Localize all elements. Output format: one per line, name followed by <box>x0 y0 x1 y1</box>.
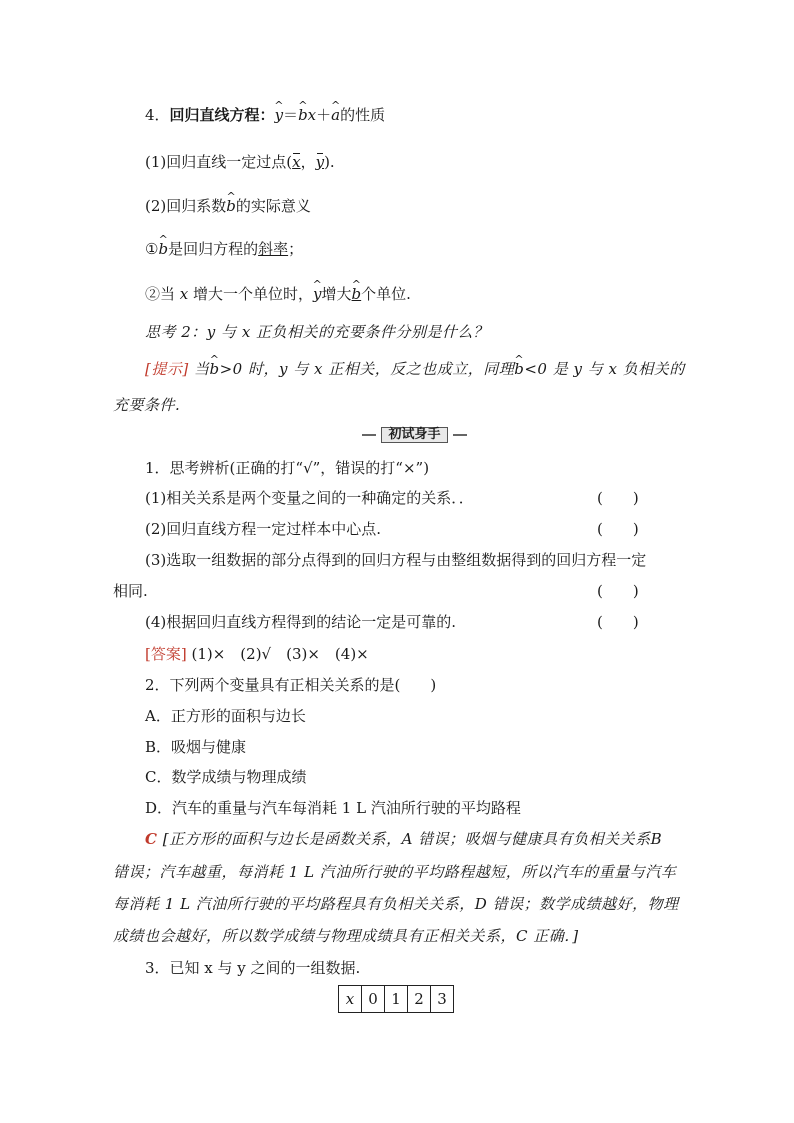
section-tail: 的性质 <box>340 106 386 124</box>
q2-option-d: D．汽车的重量与汽车每消耗 1 L 汽油所行驶的平均路程 <box>145 799 521 817</box>
circle-2-a: 当 <box>160 285 180 303</box>
section-4-heading <box>145 105 385 125</box>
q2-exp-3: 每消耗 1 L 汽油所行驶的平均路程具有负相关关系，D 错误；数学成绩越好，物理 <box>113 895 679 913</box>
hint-tag: [提示] <box>145 360 189 378</box>
circle-2-b: 增大一个单位时， <box>188 285 314 303</box>
q2-exp-1 <box>145 829 662 849</box>
table-cell: 1 <box>385 986 408 1013</box>
q1-item-2: (2)回归直线方程一定过样本中心点. <box>145 520 382 538</box>
answer-text: (1)× (2)√ (3)× (4)× <box>186 645 369 663</box>
x-var: x <box>307 106 317 124</box>
banner-label: 初试身手 <box>381 427 447 443</box>
y-hat: ^ y <box>275 105 283 125</box>
answer-blank: ( ) <box>597 489 639 507</box>
hint-line-1 <box>145 359 685 379</box>
table-cell: 2 <box>408 986 431 1013</box>
point-2-pre: (2)回归系数 <box>145 197 227 215</box>
exp-text: [正方形的面积与边长是函数关系，A 错误；吸烟与健康具有负相关关系B <box>157 830 663 848</box>
section-number: 4． <box>145 106 170 124</box>
point-1-pre: (1)回归直线一定过点( <box>145 153 293 171</box>
b-hat: ^ b <box>514 359 524 379</box>
section-banner <box>362 427 467 443</box>
answer-blank: ( ) <box>597 582 639 600</box>
hint-c: <0 是 y 与 x 负相关的 <box>524 360 685 378</box>
b-hat: ^ b <box>298 105 308 125</box>
point-1 <box>145 152 335 172</box>
q2-exp-4: 成绩也会越好，所以数学成绩与物理成绩具有正相关关系，C 正确．] <box>113 927 579 945</box>
x-var: x <box>179 285 189 303</box>
q2-option-a: A．正方形的面积与边长 <box>145 707 306 725</box>
q1-item-3-cont: 相同. <box>113 582 148 600</box>
q2-option-c: C．数学成绩与物理成绩 <box>145 768 307 786</box>
q1-item-1: (1)相关关系是两个变量之间的一种确定的关系．． <box>145 489 474 507</box>
table-cell: x <box>339 986 362 1013</box>
circle-1-mid: 是回归方程的 <box>168 240 259 258</box>
q3-title: 3．已知 x 与 y 之间的一组数据. <box>145 959 361 977</box>
x-bar: x <box>292 153 301 171</box>
b-hat: ^ b <box>226 196 236 216</box>
b-hat: ^ b <box>158 239 168 259</box>
y-bar: y <box>315 153 325 171</box>
a-hat: ^ a <box>331 105 340 125</box>
q1-answer <box>145 644 369 664</box>
slope-answer: 斜率 <box>258 240 289 258</box>
answer-tag: [答案] <box>145 645 187 663</box>
equals: ＝ <box>283 106 299 124</box>
circle-number: ② <box>145 285 161 303</box>
b-hat: ^ b <box>210 359 220 379</box>
circle-1 <box>145 239 303 259</box>
comma: ， <box>300 153 316 171</box>
table-cell: 3 <box>431 986 454 1013</box>
plus: ＋ <box>316 106 332 124</box>
q1-title: 1．思考辨析(正确的打“√”，错误的打“×”) <box>145 459 430 477</box>
circle-2-d: 个单位. <box>361 285 411 303</box>
table-cell: 0 <box>362 986 385 1013</box>
circle-2-c: 增大 <box>321 285 352 303</box>
hint-b: >0 时，y 与 x 正相关，反之也成立，同理 <box>219 360 515 378</box>
answer-blank: ( ) <box>597 520 639 538</box>
think-question: 思考 2：y 与 x 正负相关的充要条件分别是什么？ <box>145 323 489 341</box>
semicolon: ； <box>288 240 304 258</box>
point-2 <box>145 196 311 216</box>
point-2-post: 的实际意义 <box>235 197 311 215</box>
q1-item-3: (3)选取一组数据的部分点得到的回归方程与由整组数据得到的回归方程一定 <box>145 551 647 569</box>
q2-title: 2．下列两个变量具有正相关关系的是( ) <box>145 676 437 694</box>
point-1-post: ). <box>324 153 335 171</box>
circle-2 <box>145 284 411 304</box>
data-table <box>338 985 454 1013</box>
y-hat: ^ y <box>313 284 321 304</box>
table-row <box>339 986 454 1013</box>
q2-exp-2: 错误；汽车越重，每消耗 1 L 汽油所行驶的平均路程越短，所以汽车的重量与汽车 <box>113 863 677 881</box>
q2-option-b: B．吸烟与健康 <box>145 738 247 756</box>
b-hat-answer: ^ b <box>352 284 362 304</box>
hint-line-2: 充要条件. <box>113 396 181 414</box>
answer-letter: C <box>145 830 158 848</box>
hint-a: 当 <box>188 360 210 378</box>
answer-blank: ( ) <box>597 613 639 631</box>
section-title: 回归直线方程： <box>169 106 275 124</box>
circle-number: ① <box>145 240 159 258</box>
q1-item-4: (4)根据回归直线方程得到的结论一定是可靠的. <box>145 613 457 631</box>
